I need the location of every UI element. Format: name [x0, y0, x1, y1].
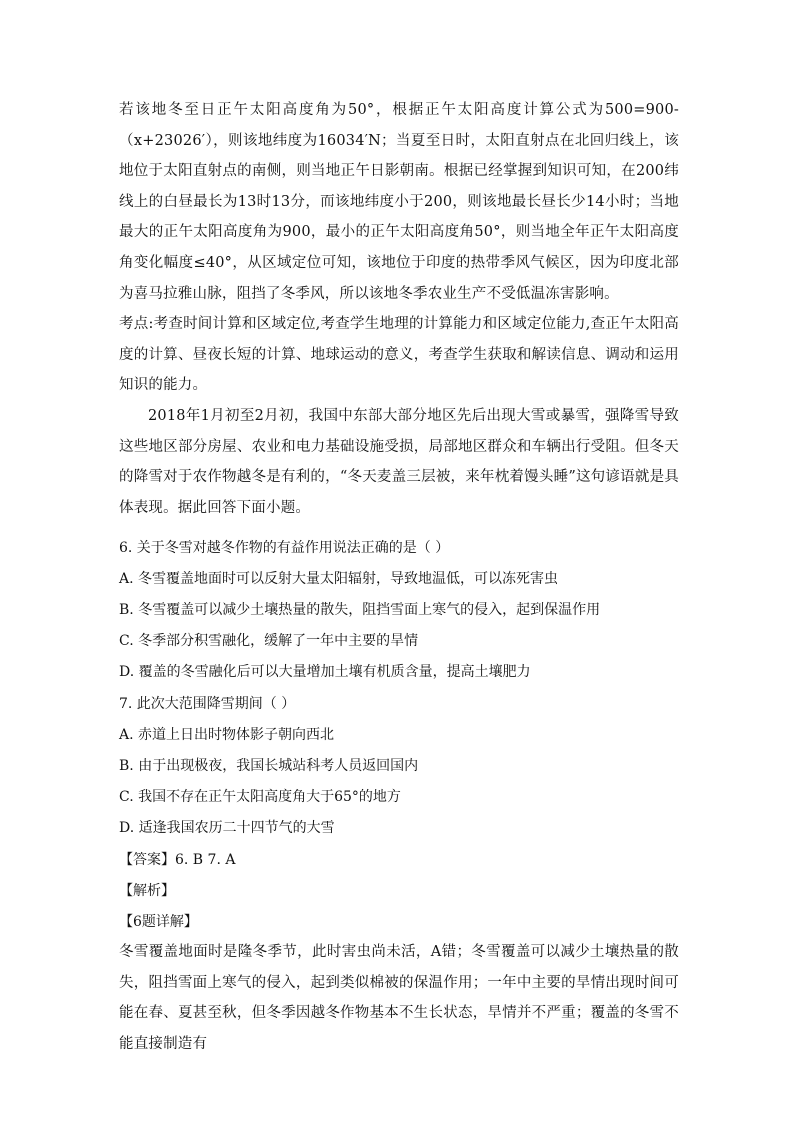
question-7-option-c: C. 我国不存在正午太阳高度角大于65°的地方	[119, 789, 401, 805]
passage-paragraph: 2018年1月初至2月初，我国中东部大部分地区先后出现大雪或暴雪，强降雪导致这些地区部分房屋、农业和电力基础设施受损，局部地区群众和车辆出行受阻。但冬天的降雪对于农作物越冬是有利的，“冬天麦盖三层被，来年枕着馒头睡”这句谚语就是具体表现。据此回答下面小题。	[119, 408, 679, 516]
question-6-option-d: D. 覆盖的冬雪融化后可以大量增加土壤有机质含量，提高土壤肥力	[119, 664, 531, 680]
question-7-option-a: A. 赤道上日出时物体影子朝向西北	[119, 727, 335, 743]
question-6-option-c: C. 冬季部分积雪融化，缓解了一年中主要的旱情	[119, 633, 419, 649]
question-7-stem: 7. 此次大范围降雪期间（ ）	[119, 696, 296, 712]
question-7-option-d: D. 适逢我国农历二十四节气的大雪	[119, 820, 335, 836]
explanation-paragraph: 若该地冬至日正午太阳高度角为50°，根据正午太阳高度计算公式为500=900-（x+23026′），则该地纬度为16034′N；当夏至日时，太阳直射点在北回归线上，该地位于太阳直射点的南侧，则当地正午日影朝南。根据已经掌握到知识可知，在200纬线上的白昼最长为13时13分，而该地纬度小于200，则该地最长昼长少14小时；当地最大的正午太阳高度角为900，最小的正午太阳高度角50°，则当地全年正午太阳高度角变化幅度≤40°，从区域定位可知，该地位于印度的热带季风气候区，因为印度北部为喜马拉雅山脉，阻挡了冬季风，所以该地冬季农业生产不受低温冻害影响。	[119, 102, 679, 302]
question-7-option-b: B. 由于出现极夜，我国长城站科考人员返回国内	[119, 758, 419, 774]
analysis-heading: 【解析】	[119, 883, 175, 899]
question-6-stem: 6. 关于冬雪对越冬作物的有益作用说法正确的是（ ）	[119, 540, 450, 556]
question-6-detail-heading: 【6题详解】	[119, 914, 198, 930]
question-6-option-a: A. 冬雪覆盖地面时可以反射大量太阳辐射，导致地温低，可以冻死害虫	[119, 571, 559, 587]
question-6-option-b: B. 冬雪覆盖可以减少土壤热量的散失，阻挡雪面上寒气的侵入，起到保温作用	[119, 602, 601, 618]
answer-line: 【答案】6. B 7. A	[119, 852, 236, 868]
question-6-detail-paragraph: 冬雪覆盖地面时是隆冬季节，此时害虫尚未活，A错；冬雪覆盖可以减少土壤热量的散失，阻挡雪面上寒气的侵入，起到类似棉被的保温作用；一年中主要的旱情出现时间可能在春、夏甚至秋，但冬季因越冬作物基本不生长状态，旱情并不严重；覆盖的冬雪不能直接制造有	[119, 944, 679, 1052]
kaodian-paragraph: 考点:考查时间计算和区域定位,考查学生地理的计算能力和区域定位能力,查正午太阳高度的计算、昼夜长短的计算、地球运动的意义，考查学生获取和解读信息、调动和运用知识的能力。	[119, 316, 679, 394]
